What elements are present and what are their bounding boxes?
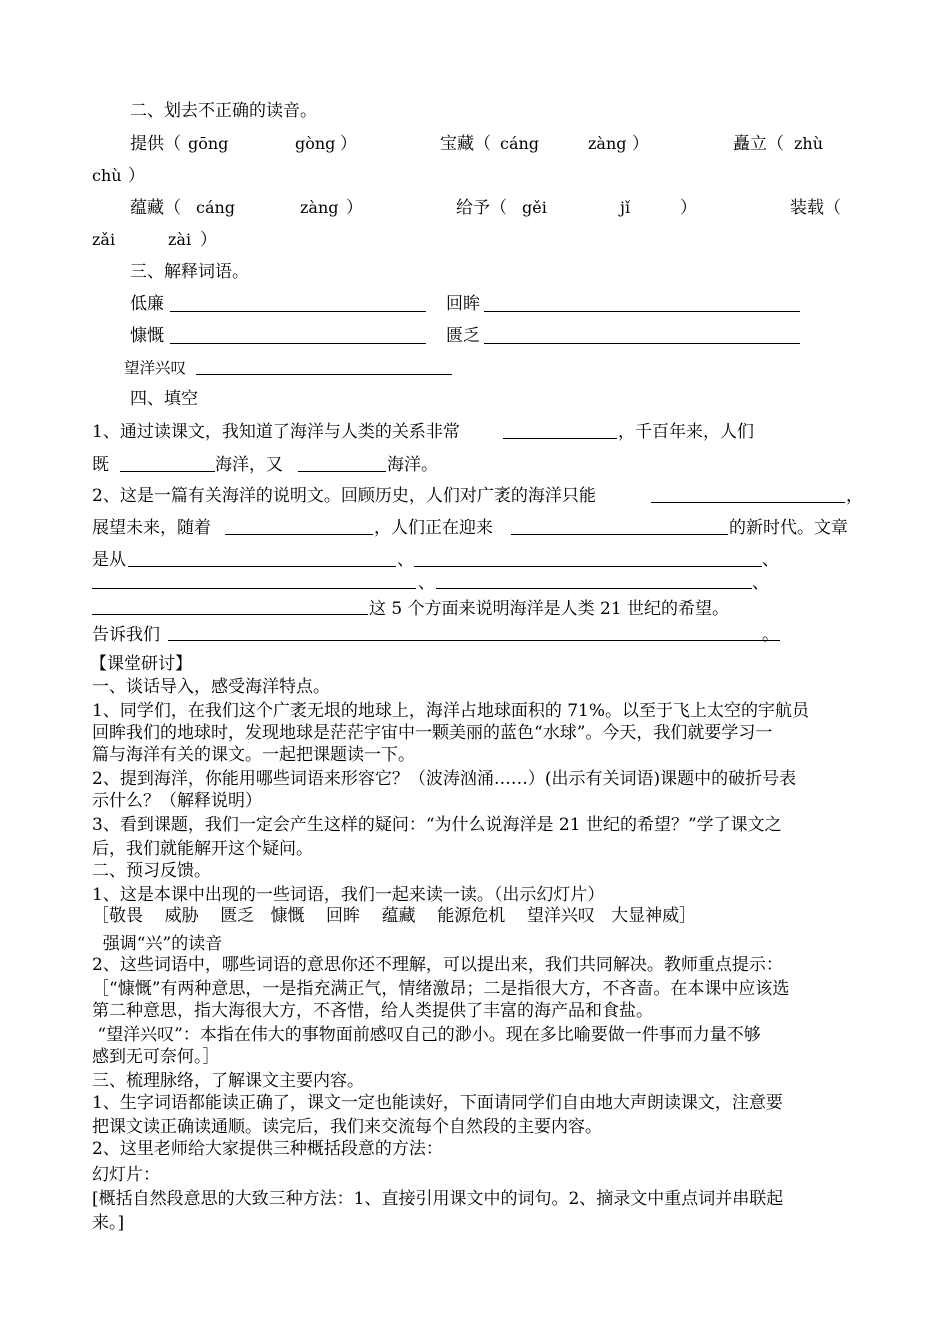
item-yuncang-opt1: cáng	[196, 198, 236, 217]
discussion-line: 回眸我们的地球时，发现地球是茫茫宇宙中一颗美丽的蓝色“水球”。今天，我们就要学习一	[92, 723, 773, 743]
item-chuli-opt1: zhù	[794, 134, 824, 153]
q1-part3: 既	[92, 455, 109, 475]
word-kangkai: 慷慨	[130, 326, 164, 346]
discussion-line: 感到无可奈何。］	[92, 1047, 220, 1067]
q2-blank8[interactable]	[92, 614, 368, 615]
discussion-heading: 【课堂研讨】	[90, 654, 192, 674]
discussion-line: 1、同学们，在我们这个广袤无垠的地球上，海洋占地球面积的 71%。以至于飞上太空的宇航员	[92, 701, 810, 721]
q1-blank1[interactable]	[503, 438, 617, 439]
discussion-line: 把课文读正确读通顺。读完后，我们来交流每个自然段的主要内容。	[92, 1117, 602, 1137]
item-chuli-close: ）	[128, 166, 145, 186]
discussion-line: [概括自然段意思的大致三种方法：1、直接引用课文中的词句。2、摘录文中重点词并串联起	[92, 1189, 784, 1209]
item-zhuangzai-opt2: zài	[168, 230, 192, 249]
item-jiyu-opt1: gěi	[522, 198, 547, 217]
discussion-line: 篇与海洋有关的课文。一起把课题读一下。	[92, 745, 415, 765]
item-yuncang-opt2: zàng	[300, 198, 339, 217]
q1-part2: ，千百年来，人们	[618, 422, 754, 442]
q1-part5: 海洋。	[387, 455, 438, 475]
item-baozang-opt2: zàng	[588, 134, 627, 153]
discussion-line: 后，我们就能解开这个疑问。	[92, 839, 313, 859]
discussion-line: ［敬畏 威胁 匮乏 慷慨 回眸 蕴藏 能源危机 望洋兴叹 大显神威］	[92, 906, 697, 926]
item-zhuangzai-word: 装载（	[790, 198, 841, 218]
q2-part4: ，人们正在迎来	[374, 518, 493, 538]
discussion-line: 来。]	[92, 1213, 125, 1233]
section-title-fill: 四、填空	[130, 389, 198, 409]
discussion-line: 第二种意思，指大海很大方，不吝惜，给人类提供了丰富的海产品和食盐。	[92, 1001, 653, 1021]
item-baozang-opt1: cáng	[500, 134, 540, 153]
word-huimou: 回眸	[446, 294, 480, 314]
blank-huimou[interactable]	[484, 311, 800, 312]
q1-part4: 海洋，又	[215, 455, 283, 475]
discussion-line: ［“慷慨”有两种意思，一是指充满正气，情绪激昂；二是指很大方，不吝啬。在本课中应该选	[92, 979, 790, 999]
item-tigong-opt2: gòng	[295, 134, 336, 153]
item-baozang-word: 宝藏（	[440, 134, 491, 154]
q2-blank7[interactable]	[436, 588, 752, 589]
section-title-explain: 三、解释词语。	[130, 262, 249, 282]
item-tigong-opt1: gōng	[188, 134, 229, 153]
q1-blank2[interactable]	[120, 471, 215, 472]
item-jiyu-close: ）	[680, 198, 697, 218]
discussion-line: 1、生字词语都能读正确了，课文一定也能读好，下面请同学们自由地大声朗读课文，注意要	[92, 1093, 783, 1113]
q2-part5: 的新时代。文章	[729, 518, 848, 538]
q2-part9: 。	[762, 625, 779, 645]
q2-sep4: 、	[752, 573, 769, 593]
item-zhuangzai-opt1: zǎi	[92, 230, 116, 249]
q1-part1: 1、通过读课文，我知道了海洋与人类的关系非常	[92, 422, 460, 442]
q2-blank5[interactable]	[414, 566, 762, 567]
discussion-line: “望洋兴叹”：本指在伟大的事物面前感叹自己的渺小。现在多比喻要做一件事而力量不够	[92, 1025, 761, 1045]
item-tigong-word: 提供（	[130, 134, 181, 154]
blank-wangyangxingtan[interactable]	[196, 374, 452, 375]
q2-part3: 展望未来，随着	[92, 518, 211, 538]
discussion-line: 示什么？（解释说明）	[92, 791, 262, 811]
item-baozang-close: ）	[632, 134, 649, 154]
q2-blank4[interactable]	[128, 566, 396, 567]
q2-part8: 告诉我们	[92, 625, 160, 645]
q2-blank3[interactable]	[511, 534, 728, 535]
discussion-line: 2、这里老师给大家提供三种概括段意的方法：	[92, 1139, 443, 1159]
item-chuli-opt2: chù	[92, 166, 122, 185]
q2-blank9[interactable]	[168, 640, 780, 641]
discussion-line: 二、预习反馈。	[92, 861, 211, 881]
blank-kuifa[interactable]	[484, 343, 800, 344]
discussion-line: 3、看到课题，我们一定会产生这样的疑问：“为什么说海洋是 21 世纪的希望？”学了课文之	[92, 815, 782, 835]
item-yuncang-word: 蕴藏（	[130, 198, 181, 218]
q2-sep1: 、	[397, 550, 414, 570]
q2-blank6[interactable]	[92, 588, 416, 589]
item-jiyu-opt2: jǐ	[620, 198, 631, 217]
q2-part7: 这 5 个方面来说明海洋是人类 21 世纪的希望。	[369, 599, 730, 619]
q2-part1: 2、这是一篇有关海洋的说明文。回顾历史，人们对广袤的海洋只能	[92, 486, 596, 506]
q2-blank2[interactable]	[225, 534, 373, 535]
q2-sep3: 、	[418, 573, 435, 593]
discussion-line: 三、梳理脉络，了解课文主要内容。	[92, 1071, 364, 1091]
discussion-line: 一、谈话导入，感受海洋特点。	[92, 677, 330, 697]
q2-sep2: 、	[762, 550, 779, 570]
q1-blank3[interactable]	[298, 471, 386, 472]
word-wangyangxingtan: 望洋兴叹	[124, 359, 187, 377]
blank-kangkai[interactable]	[170, 343, 426, 344]
discussion-line: 1、这是本课中出现的一些词语，我们一起来读一读。（出示幻灯片）	[92, 885, 605, 905]
item-zhuangzai-close: ）	[200, 230, 217, 250]
discussion-line: 幻灯片：	[92, 1165, 160, 1185]
blank-dilian[interactable]	[170, 311, 426, 312]
item-yuncang-close: ）	[346, 198, 363, 218]
word-dilian: 低廉	[130, 294, 164, 314]
discussion-line: 强调“兴”的读音	[92, 934, 223, 954]
q2-blank1[interactable]	[651, 502, 845, 503]
word-kuifa: 匮乏	[446, 326, 480, 346]
item-tigong-close: ）	[340, 134, 357, 154]
section-title-pronunciation: 二、划去不正确的读音。	[130, 101, 317, 121]
q2-part2: ，	[846, 486, 863, 506]
q2-part6: 是从	[92, 550, 126, 570]
item-chuli-word: 矗立（	[733, 134, 784, 154]
discussion-line: 2、这些词语中，哪些词语的意思你还不理解，可以提出来，我们共同解决。教师重点提示：	[92, 955, 783, 975]
item-jiyu-word: 给予（	[456, 198, 507, 218]
discussion-line: 2、提到海洋，你能用哪些词语来形容它？（波涛汹涌……）(出示有关词语)课题中的破折号表	[92, 769, 797, 789]
